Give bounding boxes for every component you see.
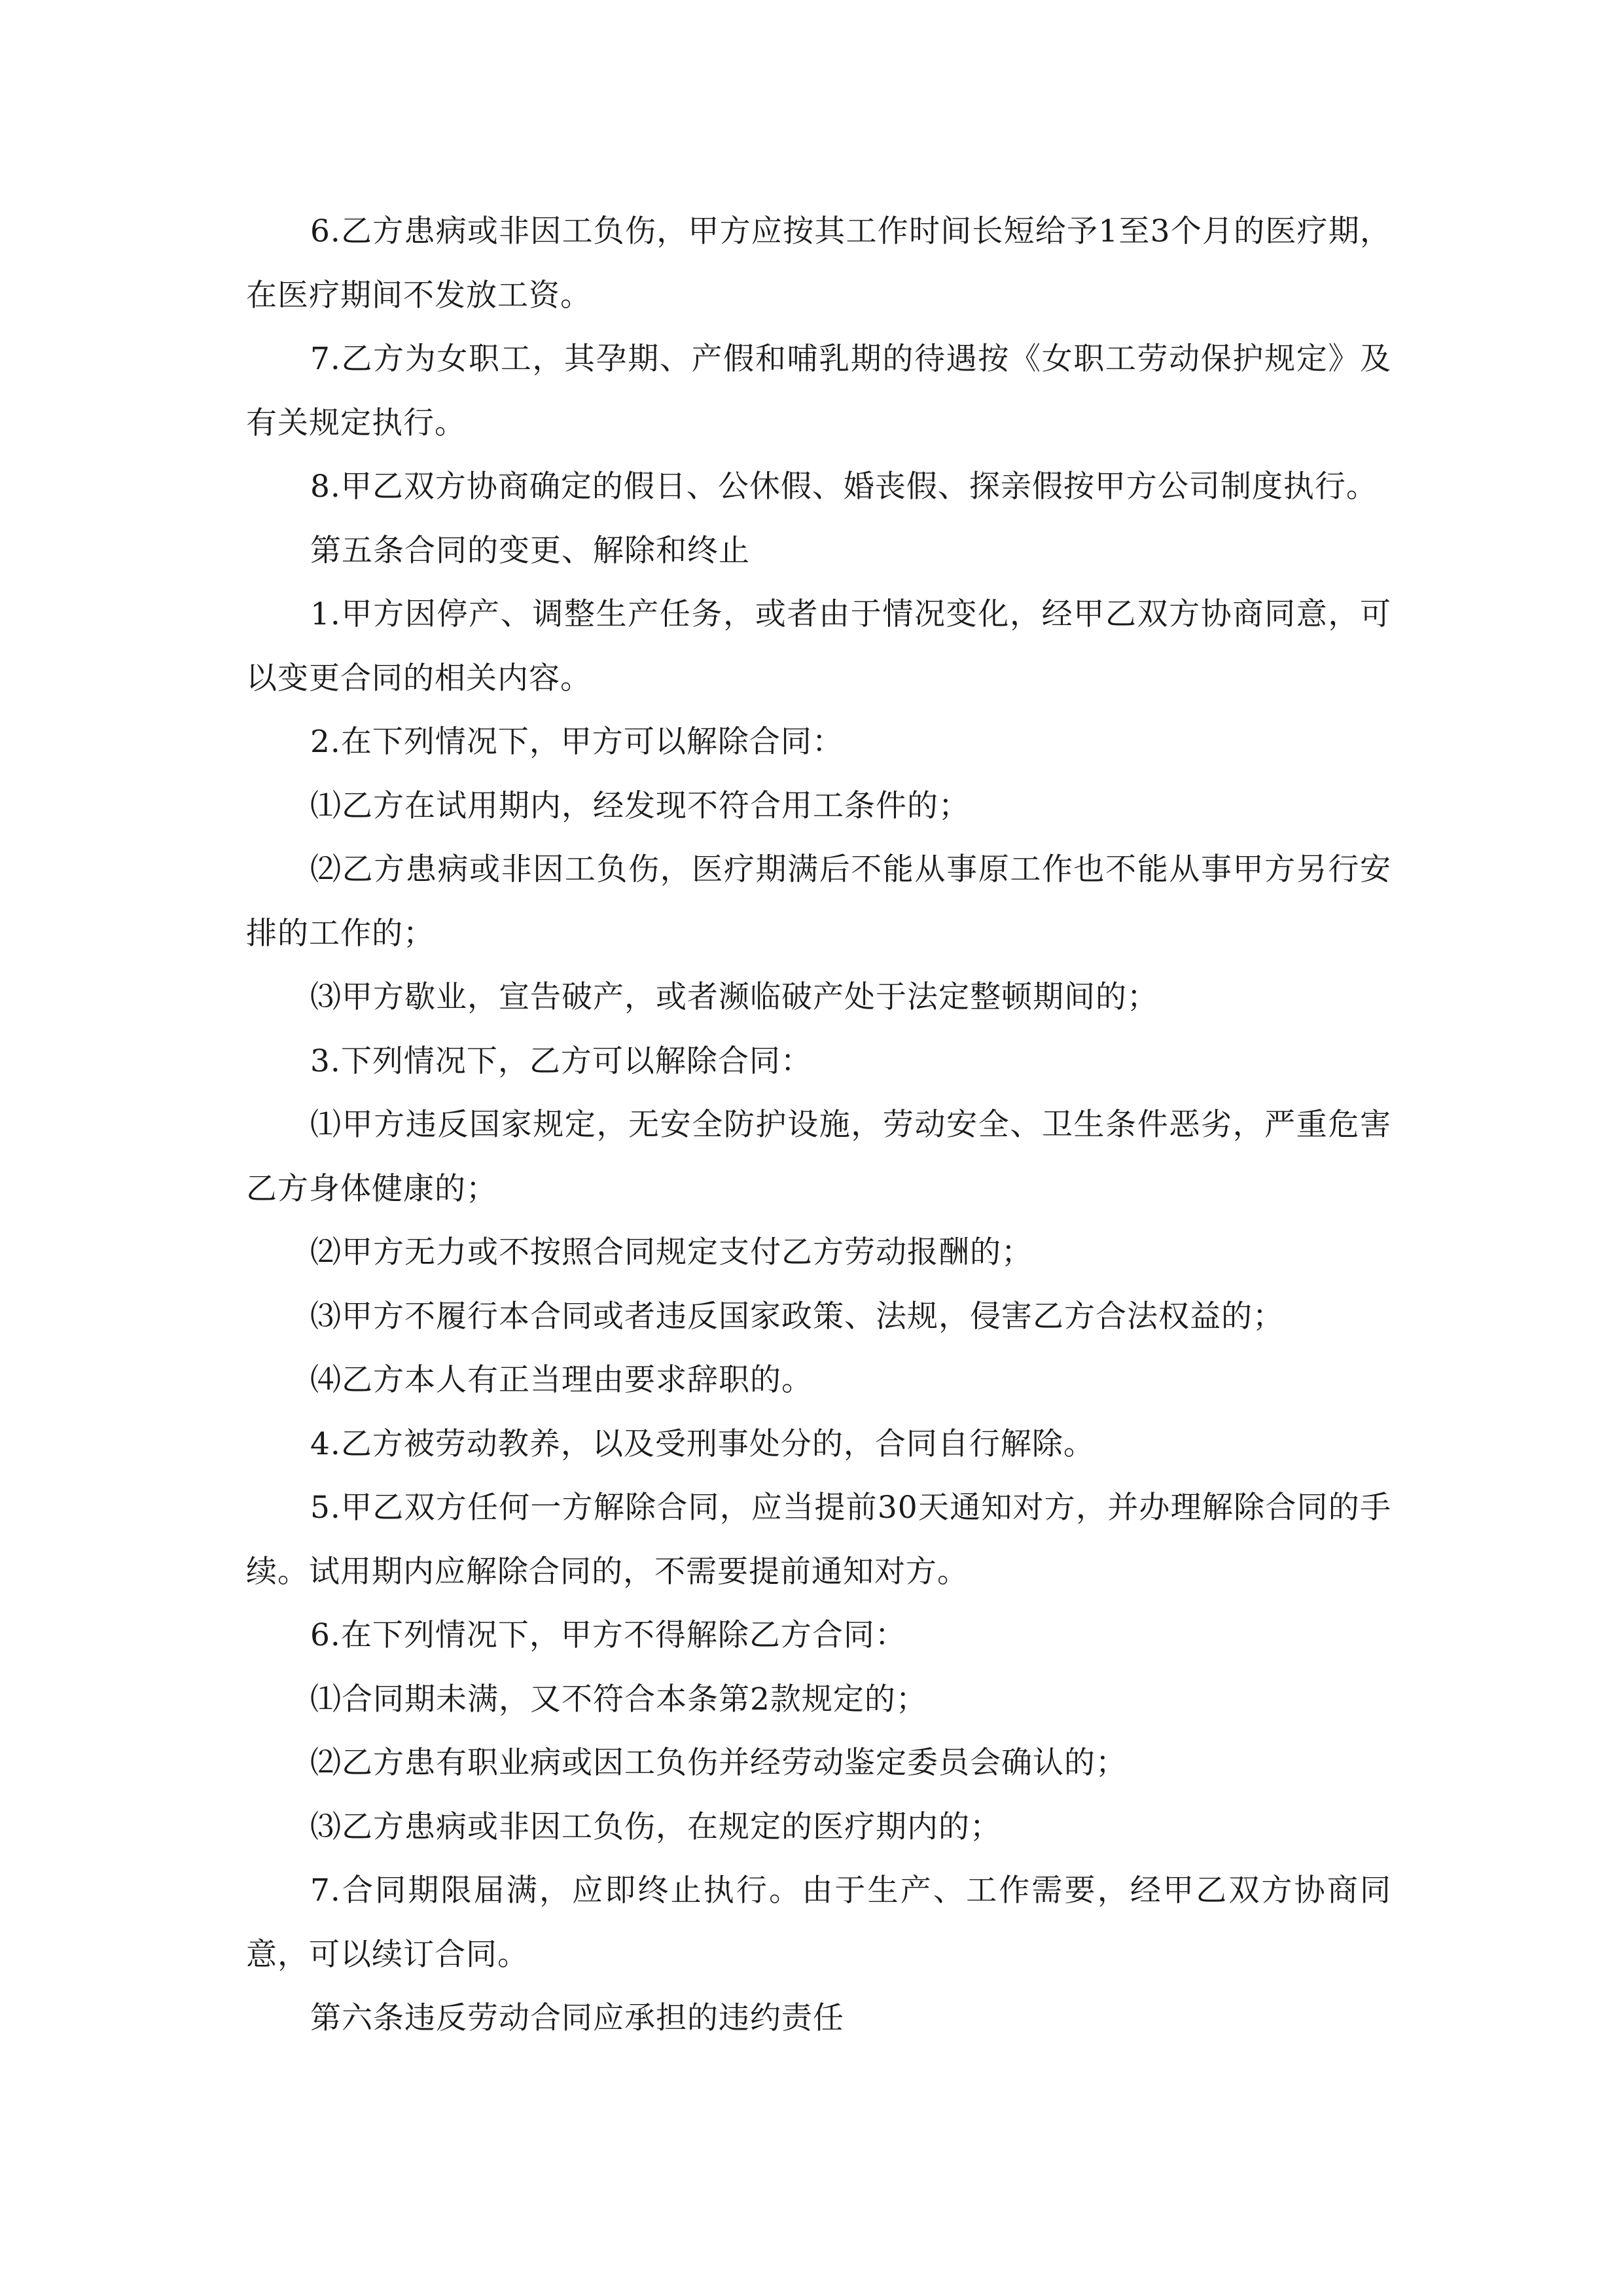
paragraph-contract-change: 1.甲方因停产、调整生产任务，或者由于情况变化，经甲乙双方协商同意，可以变更合同的相关内容。	[246, 596, 1391, 696]
paragraph-sick-leave: 6.乙方患病或非因工负伤，甲方应按其工作时间长短给予1至3个月的医疗期，在医疗期间不发放工资。	[246, 213, 1391, 314]
list-item: ⑴合同期未满，又不符合本条第2款规定的；	[310, 1681, 927, 1717]
paragraph-female-staff: 7.乙方为女职工，其孕期、产假和哺乳期的待遇按《女职工劳动保护规定》及有关规定执行。	[246, 341, 1391, 441]
list-item: ⑴甲方违反国家规定，无安全防护设施，劳动安全、卫生条件恶劣，严重危害乙方身体健康的；	[246, 1107, 1391, 1207]
list-item: ⑵乙方患有职业病或因工负伤并经劳动鉴定委员会确认的；	[310, 1745, 1127, 1781]
list-item: ⑵乙方患病或非因工负伤，医疗期满后不能从事原工作也不能从事甲方另行安排的工作的；	[246, 852, 1391, 952]
section-heading-article-5: 第五条合同的变更、解除和终止	[310, 532, 750, 569]
list-item: ⑶甲方不履行本合同或者违反国家政策、法规，侵害乙方合法权益的；	[310, 1298, 1284, 1335]
paragraph-automatic-termination: 4.乙方被劳动教养，以及受刑事处分的，合同自行解除。	[310, 1426, 1095, 1462]
list-item: ⑵甲方无力或不按照合同规定支付乙方劳动报酬的；	[310, 1234, 1033, 1270]
document-body	[246, 200, 1391, 2051]
paragraph-holidays: 8.甲乙双方协商确定的假日、公休假、婚丧假、探亲假按甲方公司制度执行。	[310, 469, 1378, 505]
list-item: ⑶甲方歇业，宣告破产，或者濒临破产处于法定整顿期间的；	[310, 979, 1158, 1015]
paragraph-no-termination: 6.在下列情况下，甲方不得解除乙方合同：	[310, 1617, 906, 1653]
paragraph-employee-termination: 3.下列情况下，乙方可以解除合同：	[310, 1043, 812, 1079]
paragraph-contract-expiry: 7.合同期限届满，应即终止执行。由于生产、工作需要，经甲乙双方协商同意，可以续订合同。	[246, 1873, 1391, 1973]
section-heading-article-6: 第六条违反劳动合同应承担的违约责任	[310, 2000, 844, 2036]
paragraph-notice-period: 5.甲乙双方任何一方解除合同，应当提前30天通知对方，并办理解除合同的手续。试用期内应解除合同的，不需要提前通知对方。	[246, 1490, 1391, 1590]
paragraph-employer-termination: 2.在下列情况下，甲方可以解除合同：	[310, 724, 844, 760]
list-item: ⑶乙方患病或非因工负伤，在规定的医疗期内的；	[310, 1808, 1001, 1845]
list-item: ⑴乙方在试用期内，经发现不符合用工条件的；	[310, 787, 970, 824]
list-item: ⑷乙方本人有正当理由要求辞职的。	[310, 1362, 813, 1398]
